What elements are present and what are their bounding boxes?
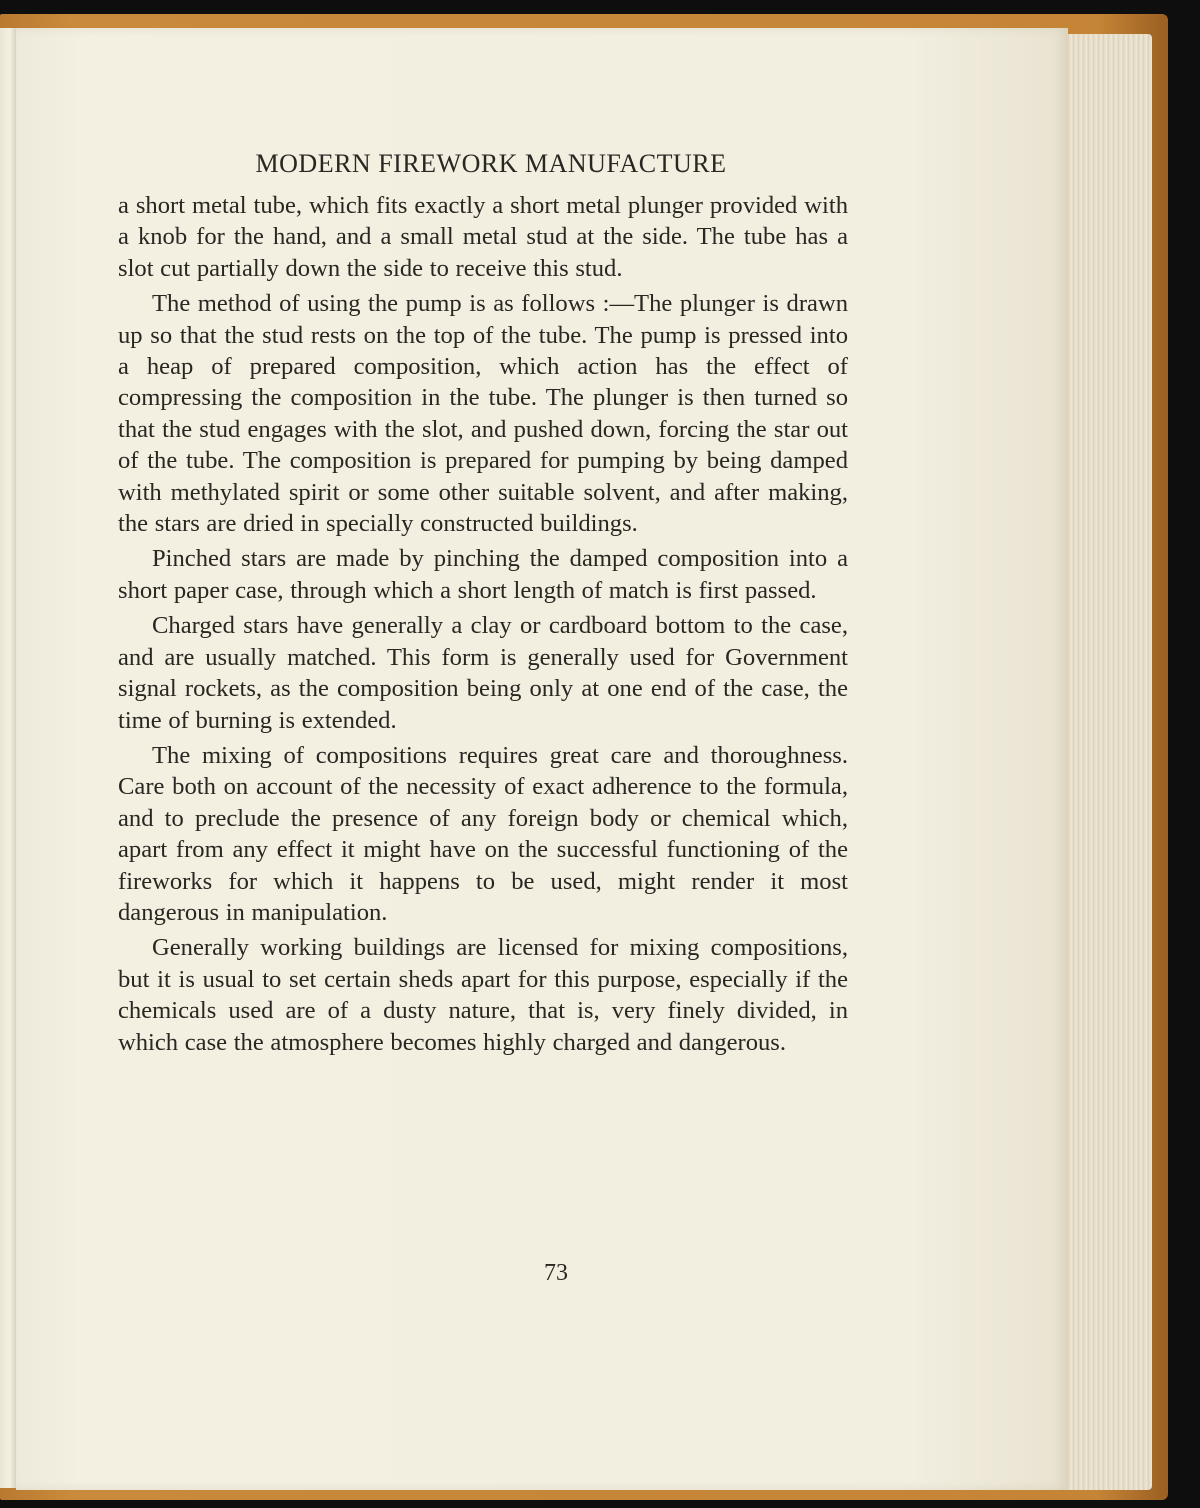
paragraph-mixing: The mixing of compositions requires great care and thoroughness. Care both on account of the necessity of exact adherence to the formula, and to preclude the presence of any foreign body or chemical which, apart from any effect it might have on the successful functioning of the fireworks for which it happens to be used, might render it most dangerous in manipulation. — [118, 741, 848, 926]
book-page — [16, 28, 1068, 1490]
previous-page-edge — [0, 28, 16, 1488]
paragraph-pump-method: The method of using the pump is as follows :—The plunger is drawn up so that the stud rests on the top of the tube. The pump is pressed into a heap of prepared composition, which action has the effect of compressing the composition in the tube. The plunger is then turned so that the stud engages with the slot, and pushed down, forcing the star out of the tube. The composition is prepared for pumping by being damped with methylated spirit or some other suitable solvent, and after making, the stars are dried in specially constructed buildings. — [118, 290, 848, 538]
paragraph-pinched-stars: Pinched stars are made by pinching the damped composition into a short paper case, through which a short length of match is first passed. — [118, 545, 848, 604]
running-head: MODERN FIREWORK MANUFACTURE — [255, 149, 727, 178]
page-number: 73 — [544, 1260, 568, 1286]
paragraph-continued: a short metal tube, which fits exactly a short metal plunger provided with a knob for the hand, and a small metal stud at the side. The tube has a slot cut partially down the side to receive this stud. — [118, 192, 848, 282]
page-stack-edge — [1060, 34, 1152, 1490]
paragraph-working-buildings: Generally working buildings are licensed for mixing compositions, but it is usual to set certain sheds apart for this purpose, especially if the chemicals used are of a dusty nature, that is, very finely divided, in which case the atmosphere becomes highly charged and dangerous. — [118, 934, 848, 1056]
paragraph-charged-stars: Charged stars have generally a clay or cardboard bottom to the case, and are usually matched. This form is generally used for Government signal rockets, as the composition being only at one end of the case, the time of burning is extended. — [118, 612, 848, 734]
text-block — [118, 146, 848, 1062]
